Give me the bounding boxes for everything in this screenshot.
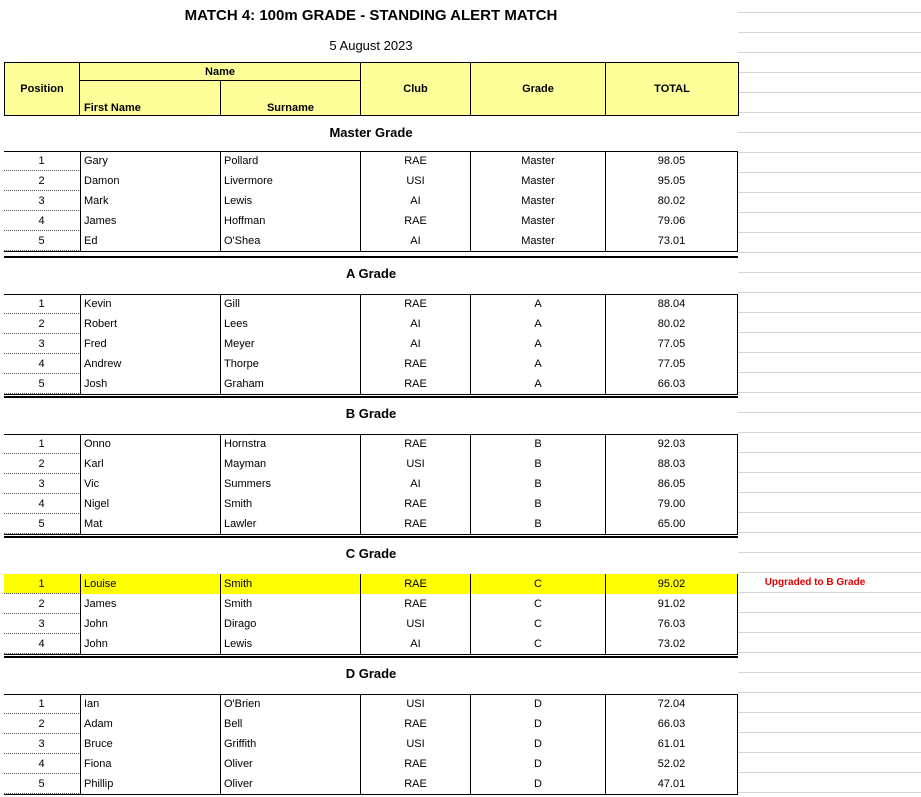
club-cell: USI <box>360 171 470 191</box>
gridline <box>738 692 921 693</box>
surname-cell: Smith <box>220 594 360 614</box>
header-total: TOTAL <box>605 62 739 116</box>
gridline <box>738 72 921 73</box>
position-cell: 3 <box>4 474 79 494</box>
total-cell: 86.05 <box>605 474 738 494</box>
position-cell: 4 <box>4 754 79 774</box>
club-cell: USI <box>360 694 470 714</box>
surname-cell: Smith <box>220 494 360 514</box>
first-name-cell: Damon <box>80 171 220 191</box>
section-title: Master Grade <box>329 125 413 140</box>
total-cell: 95.05 <box>605 171 738 191</box>
section-title: A Grade <box>345 266 397 281</box>
surname-cell: Dirago <box>220 614 360 634</box>
first-name-cell: Karl <box>80 454 220 474</box>
gridline <box>738 452 921 453</box>
club-cell: RAE <box>360 294 470 314</box>
table-row <box>4 754 738 774</box>
section-title: D Grade <box>345 666 397 681</box>
first-name-cell: Robert <box>80 314 220 334</box>
gridline <box>738 632 921 633</box>
total-cell: 61.01 <box>605 734 738 754</box>
table-row <box>4 714 738 734</box>
grade-cell: B <box>470 434 605 454</box>
club-cell: RAE <box>360 594 470 614</box>
gridline <box>738 332 921 333</box>
first-name-cell: Mat <box>80 514 220 534</box>
grade-cell: Master <box>470 191 605 211</box>
first-name-cell: Ed <box>80 231 220 251</box>
surname-cell: Smith <box>220 574 360 594</box>
surname-cell: Gill <box>220 294 360 314</box>
table-row <box>4 171 738 191</box>
first-name-cell: Fred <box>80 334 220 354</box>
first-name-cell: Fiona <box>80 754 220 774</box>
upgrade-note: Upgraded to B Grade <box>764 577 866 588</box>
grade-cell: A <box>470 314 605 334</box>
position-cell: 1 <box>4 151 79 171</box>
grade-cell: A <box>470 374 605 394</box>
header-name: Name <box>79 62 361 81</box>
first-name-cell: Mark <box>80 191 220 211</box>
club-cell: RAE <box>360 151 470 171</box>
total-cell: 92.03 <box>605 434 738 454</box>
table-row <box>4 594 738 614</box>
table-row <box>4 514 738 534</box>
club-cell: RAE <box>360 774 470 794</box>
position-cell: 4 <box>4 211 79 231</box>
total-cell: 77.05 <box>605 354 738 374</box>
first-name-cell: John <box>80 614 220 634</box>
surname-cell: Bell <box>220 714 360 734</box>
grade-cell: B <box>470 474 605 494</box>
gridline <box>738 112 921 113</box>
position-cell: 5 <box>4 374 79 394</box>
first-name-cell: Ian <box>80 694 220 714</box>
first-name-cell: Adam <box>80 714 220 734</box>
club-cell: RAE <box>360 434 470 454</box>
surname-cell: Livermore <box>220 171 360 191</box>
section-top-rule <box>4 256 738 258</box>
table-row <box>4 231 738 251</box>
surname-cell: Lewis <box>220 191 360 211</box>
gridline <box>738 232 921 233</box>
gridline <box>738 572 921 573</box>
grade-cell: Master <box>470 171 605 191</box>
gridline <box>738 12 921 13</box>
total-cell: 72.04 <box>605 694 738 714</box>
first-name-cell: Onno <box>80 434 220 454</box>
gridline <box>738 392 921 393</box>
surname-cell: Lawler <box>220 514 360 534</box>
position-cell: 5 <box>4 514 79 534</box>
section-top-rule <box>4 115 738 116</box>
surname-cell: Oliver <box>220 774 360 794</box>
position-cell: 1 <box>4 574 79 594</box>
gridline <box>738 192 921 193</box>
position-cell: 3 <box>4 614 79 634</box>
surname-cell: O'Shea <box>220 231 360 251</box>
grade-cell: B <box>470 454 605 474</box>
header-first-name: First Name <box>79 80 221 116</box>
position-cell: 3 <box>4 734 79 754</box>
grade-cell: C <box>470 574 605 594</box>
position-cell: 2 <box>4 594 79 614</box>
club-cell: RAE <box>360 574 470 594</box>
grade-cell: B <box>470 514 605 534</box>
grade-cell: Master <box>470 231 605 251</box>
table-row <box>4 151 738 171</box>
table-row <box>4 374 738 394</box>
total-cell: 52.02 <box>605 754 738 774</box>
gridline <box>738 472 921 473</box>
gridline <box>738 492 921 493</box>
total-cell: 73.02 <box>605 634 738 654</box>
gridline <box>738 772 921 773</box>
grade-cell: D <box>470 754 605 774</box>
position-cell: 3 <box>4 191 79 211</box>
total-cell: 95.02 <box>605 574 738 594</box>
header-grade: Grade <box>470 62 606 116</box>
first-name-cell: James <box>80 211 220 231</box>
position-cell: 1 <box>4 294 79 314</box>
surname-cell: Summers <box>220 474 360 494</box>
club-cell: AI <box>360 474 470 494</box>
table-row <box>4 574 738 594</box>
gridline <box>738 212 921 213</box>
grade-cell: Master <box>470 211 605 231</box>
total-cell: 91.02 <box>605 594 738 614</box>
club-cell: RAE <box>360 354 470 374</box>
table-row <box>4 634 738 654</box>
gridline <box>738 172 921 173</box>
grade-cell: D <box>470 774 605 794</box>
gridline <box>738 272 921 273</box>
surname-cell: Hoffman <box>220 211 360 231</box>
grade-cell: D <box>470 714 605 734</box>
section-top-rule <box>4 396 738 398</box>
gridline <box>738 792 921 793</box>
table-row <box>4 191 738 211</box>
total-cell: 98.05 <box>605 151 738 171</box>
position-cell: 4 <box>4 354 79 374</box>
position-cell: 5 <box>4 231 79 251</box>
section-title: C Grade <box>345 546 397 561</box>
first-name-cell: Gary <box>80 151 220 171</box>
surname-cell: Griffith <box>220 734 360 754</box>
table-row <box>4 694 738 714</box>
grade-cell: B <box>470 494 605 514</box>
total-cell: 77.05 <box>605 334 738 354</box>
club-cell: RAE <box>360 374 470 394</box>
surname-cell: Hornstra <box>220 434 360 454</box>
grade-cell: C <box>470 634 605 654</box>
total-cell: 47.01 <box>605 774 738 794</box>
gridline <box>738 652 921 653</box>
section-bottom-rule <box>4 534 738 535</box>
grade-cell: Master <box>470 151 605 171</box>
position-cell: 4 <box>4 634 79 654</box>
gridline <box>738 52 921 53</box>
club-cell: USI <box>360 734 470 754</box>
table-row <box>4 354 738 374</box>
total-cell: 73.01 <box>605 231 738 251</box>
table-row <box>4 474 738 494</box>
surname-cell: Thorpe <box>220 354 360 374</box>
section-bottom-rule <box>4 251 738 252</box>
gridline <box>738 32 921 33</box>
table-row <box>4 734 738 754</box>
surname-cell: Oliver <box>220 754 360 774</box>
gridline <box>738 532 921 533</box>
total-cell: 88.03 <box>605 454 738 474</box>
gridline <box>738 292 921 293</box>
gridline <box>738 592 921 593</box>
total-cell: 79.06 <box>605 211 738 231</box>
surname-cell: Mayman <box>220 454 360 474</box>
position-cell: 3 <box>4 334 79 354</box>
grade-cell: D <box>470 734 605 754</box>
section-bottom-rule <box>4 394 738 395</box>
surname-cell: Meyer <box>220 334 360 354</box>
gridline <box>738 372 921 373</box>
grade-cell: A <box>470 334 605 354</box>
first-name-cell: Josh <box>80 374 220 394</box>
gridline <box>738 92 921 93</box>
grade-cell: D <box>470 694 605 714</box>
total-cell: 66.03 <box>605 374 738 394</box>
position-cell: 1 <box>4 434 79 454</box>
position-cell: 2 <box>4 314 79 334</box>
table-row <box>4 774 738 794</box>
club-cell: RAE <box>360 754 470 774</box>
surname-cell: O'Brien <box>220 694 360 714</box>
first-name-cell: Vic <box>80 474 220 494</box>
header-position: Position <box>4 62 80 116</box>
section-top-rule <box>4 656 738 658</box>
gridline <box>738 512 921 513</box>
total-cell: 79.00 <box>605 494 738 514</box>
position-cell: 1 <box>4 694 79 714</box>
grade-cell: A <box>470 294 605 314</box>
surname-cell: Lees <box>220 314 360 334</box>
total-cell: 80.02 <box>605 314 738 334</box>
position-cell: 2 <box>4 171 79 191</box>
section-bottom-rule <box>4 794 738 795</box>
first-name-cell: John <box>80 634 220 654</box>
table-row <box>4 294 738 314</box>
gridline <box>738 312 921 313</box>
section-title: B Grade <box>345 406 397 421</box>
club-cell: RAE <box>360 514 470 534</box>
table-row <box>4 334 738 354</box>
gridline <box>738 132 921 133</box>
total-cell: 80.02 <box>605 191 738 211</box>
total-cell: 88.04 <box>605 294 738 314</box>
total-cell: 65.00 <box>605 514 738 534</box>
header-surname: Surname <box>220 80 361 116</box>
grade-cell: C <box>470 614 605 634</box>
position-cell: 4 <box>4 494 79 514</box>
first-name-cell: Kevin <box>80 294 220 314</box>
club-cell: AI <box>360 334 470 354</box>
gridline <box>738 672 921 673</box>
table-row <box>4 314 738 334</box>
grade-cell: A <box>470 354 605 374</box>
table-row <box>4 434 738 454</box>
club-cell: USI <box>360 614 470 634</box>
header-club: Club <box>360 62 471 116</box>
gridline <box>738 352 921 353</box>
total-cell: 66.03 <box>605 714 738 734</box>
club-cell: AI <box>360 314 470 334</box>
match-date: 5 August 2023 <box>329 38 413 53</box>
club-cell: USI <box>360 454 470 474</box>
club-cell: RAE <box>360 494 470 514</box>
table-row <box>4 211 738 231</box>
table-row <box>4 454 738 474</box>
club-cell: AI <box>360 191 470 211</box>
gridline <box>738 612 921 613</box>
gridline <box>738 252 921 253</box>
gridline <box>738 732 921 733</box>
page-title: MATCH 4: 100m GRADE - STANDING ALERT MATCH <box>184 7 558 24</box>
surname-cell: Graham <box>220 374 360 394</box>
club-cell: AI <box>360 231 470 251</box>
gridline <box>738 152 921 153</box>
gridline <box>738 552 921 553</box>
section-top-rule <box>4 536 738 538</box>
club-cell: RAE <box>360 211 470 231</box>
table-row <box>4 614 738 634</box>
club-cell: AI <box>360 634 470 654</box>
total-cell: 76.03 <box>605 614 738 634</box>
first-name-cell: Bruce <box>80 734 220 754</box>
table-row <box>4 494 738 514</box>
position-cell: 2 <box>4 714 79 734</box>
club-cell: RAE <box>360 714 470 734</box>
surname-cell: Pollard <box>220 151 360 171</box>
position-cell: 2 <box>4 454 79 474</box>
grade-cell: C <box>470 594 605 614</box>
surname-cell: Lewis <box>220 634 360 654</box>
first-name-cell: James <box>80 594 220 614</box>
first-name-cell: Louise <box>80 574 220 594</box>
gridline <box>738 432 921 433</box>
first-name-cell: Phillip <box>80 774 220 794</box>
gridline <box>738 712 921 713</box>
section-bottom-rule <box>4 654 738 655</box>
gridline <box>738 752 921 753</box>
gridline <box>738 412 921 413</box>
first-name-cell: Nigel <box>80 494 220 514</box>
position-cell: 5 <box>4 774 79 794</box>
first-name-cell: Andrew <box>80 354 220 374</box>
